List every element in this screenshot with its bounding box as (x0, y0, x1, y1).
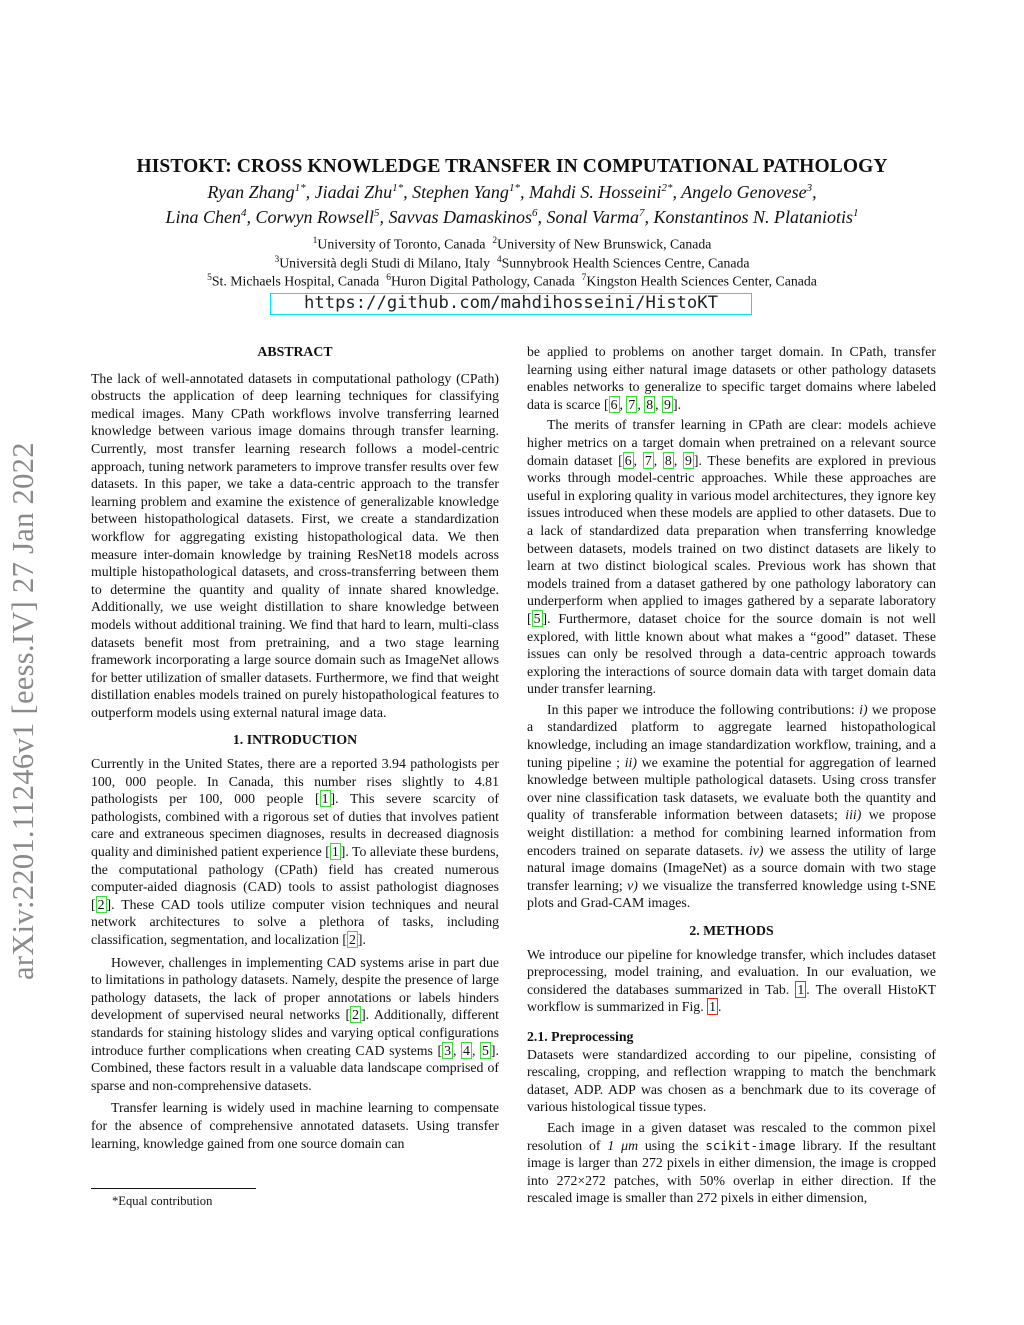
citation-link[interactable]: 9 (684, 452, 692, 468)
affiliation-line-2 (0, 255, 1024, 272)
author-name: Savvas Damaskinos (388, 207, 532, 227)
author-line-2: Lina Chen$^4$, Corwyn Rowsell$^5$, Savvas Damaskinos$^6$, Sonal Varma$^7$, Konstantinos N. Plataniotis$^1$ (165, 207, 859, 227)
author-mark: 4 (240, 207, 247, 219)
footnote-divider (91, 1188, 256, 1189)
citation-link[interactable]: 5 (533, 610, 541, 626)
author-mark: 1* (392, 182, 404, 194)
citation-link[interactable]: 2 (348, 932, 356, 947)
library-name: scikit-image (705, 1137, 796, 1153)
citation-link[interactable]: 6 (624, 452, 632, 468)
affiliation: University of New Brunswick, Canada (497, 236, 712, 252)
intro-paragraph-3-continued: be applied to problems on another target domain. In CPath, transfer learning using either natural image datasets or other pathology datasets enables networks to generalize to specific target domains where labeled data is scarce [ 6 , 7 , 8 , 9 ]. (527, 344, 936, 412)
author-mark: 1 (853, 207, 859, 219)
author-mark: 6 (531, 207, 538, 219)
citation-link[interactable]: 7 (628, 396, 636, 412)
author-name: Stephen Yang (412, 182, 509, 202)
affiliation: Kingston Health Sciences Center, Canada (586, 273, 817, 289)
footnote: *Equal contribution (112, 1194, 213, 1208)
figure-reference-link[interactable]: 1 (709, 999, 717, 1015)
affiliation-mark: 5 (207, 273, 212, 283)
affiliation: Sunnybrook Health Sciences Centre, Canada (501, 255, 750, 271)
citation-link[interactable]: 1 (331, 844, 339, 860)
author-mark: 2* (661, 182, 673, 194)
author-name: Jiadai Zhu (314, 182, 393, 202)
affiliation-line-3 (0, 273, 1024, 290)
intro-paragraph-4: The merits of transfer learning in CPath are clear: models achieve higher metrics on a target domain when pretrained on a relevant source domain dataset [ 6 , 7 , 8 , 9 ]. These benefits are explored in previous works through model-centric approaches. While these approaches are useful in exploring quality in various model architectures, they ignore key issues introduced when these models are applied to other datasets. Due to a lack of standardized data preparation when transferring knowledge between datasets, models trained on two distinct datasets are likely to learn at two distinct biological scales. Previous work has shown that models trained from a dataset gathered by one pathology laboratory can underperform when applied to images gathered by a separate laboratory [ 5 ]. Furthermore, dataset choice for the source domain is not well explored, with little known about what makes a “good” dataset. These issues can only be resolved through a data-centric approach towards exploring the interactions of source domain data with target domain data under transfer learning. (527, 417, 936, 697)
author-line-1: Ryan Zhang$^{1*}$, Jiadai Zhu$^{1*}$, Stephen Yang$^{1*}$, Mahdi S. Hosseini$^{2*}$, Angelo Genovese$^3$, (207, 182, 817, 202)
author-mark: 7 (639, 207, 645, 219)
paper-title: HISTOKT: CROSS KNOWLEDGE TRANSFER IN COMPUTATIONAL PATHOLOGY (136, 156, 888, 177)
citation-link[interactable]: 9 (664, 396, 671, 412)
author-name: Mahdi S. Hosseini (528, 182, 662, 202)
right-column (527, 343, 936, 1207)
affiliation: Huron Digital Pathology, Canada (390, 273, 575, 289)
affiliation-mark: 7 (581, 273, 587, 283)
intro-paragraph-2: However, challenges in implementing CAD systems arise in part due to limitations in pathology datasets. Namely, despite the presence of large pathology datasets, the lack of proper annotations or labels hinders development of supervised neural networks [ 2 ]. Additionally, different standards for staining histology slides and varying optical configurations introduce further complications when creating CAD systems [ 3 , 4 , 5 ]. Combined, these factors result in a valuable data landscape comprised of sparse and non-comprehensive datasets. (91, 954, 499, 1093)
author-mark: 5 (374, 207, 380, 219)
affiliation-mark: 6 (386, 273, 391, 283)
author-mark: 1* (294, 182, 306, 194)
abstract-heading: ABSTRACT (257, 344, 333, 359)
arxiv-identifier-stamp: arXiv:2201.11246v1 [eess.IV] 27 Jan 2022 (6, 442, 40, 980)
author-name: Angelo Genovese (681, 182, 807, 202)
abstract-text: The lack of well-annotated datasets in computational pathology (CPath) obstructs the application of deep learning techniques for classifying medical images. Many CPath workflows involve transferring learned knowledge between various image domains through transfer learning. Currently, most transfer learning research follows a model-centric approach, tuning network parameters to improve transfer results over few datasets. In this paper, we take a data-centric approach to the transfer learning problem and examine the existence of generalizable knowledge between histopathological datasets. First, we create a standardization workflow for aggregating existing histopathological data. We then measure inter-domain knowledge by training ResNet18 models across multiple histopathological datasets, and cross-transferring between them to determine the quantity and quality of innate shared knowledge. Additionally, we use weight distillation to share knowledge between models without additional training. We find that hard to learn, multi-class datasets benefit most from pretraining, and a two stage learning framework incorporating a large source domain such as ImageNet allows for better utilization of smaller datasets. Furthermore, we find that weight distillation enables models trained on purely histopathological features to outperform models using external natural image data. (91, 370, 499, 720)
citation-link[interactable]: 1 (321, 791, 329, 807)
intro-paragraph-3: Transfer learning is widely used in machine learning to compensate for the absence of comprehensive annotated datasets. Using transfer learning, knowledge gained from one source domain can (91, 1100, 499, 1151)
citation-link[interactable]: 3 (444, 1042, 451, 1058)
citation-link[interactable]: 8 (646, 396, 654, 412)
affiliation-mark: 1 (312, 236, 318, 246)
intro-paragraph-1: Currently in the United States, there are a reported 3.94 pathologists per 100, 000 people. In Canada, this number rises slightly to 4.81 pathologists per 100, 000 people [ 1 ]. This severe scarcity of pathologists, combined with a rigorous set of duties that involves patient care and extraneous specimen diagnoses, results in decreased diagnosis quality and diminished patient experience [ 1 ]. To alleviate these burdens, the computational pathology (CPath) field has created numerous computer-aided diagnosis (CAD) tools to assist pathologist diagnoses [ 2 ]. These CAD tools utilize computer vision techniques and neural network architectures to solve a plethora of tasks, including classification, segmentation, and localization [ 2 ]. (91, 756, 500, 947)
left-column (91, 343, 499, 1152)
intro-paragraph-5: In this paper we introduce the following contributions: i) we propose a standardized platform to aggregate learned histopathological knowledge, including an image standardization workflow, training, and a tuning pipeline ; ii) we examine the potential for aggregation of learned knowledge between multiple pathological datasets. Using cross transfer over nine classification task datasets, we evaluate both the quantity and quality of transferable information between datasets; iii) we propose weight distillation: a method for combining learned information from encoders trained on separate datasets. iv) we assess the utility of large natural image domains (ImageNet) as a source domain with two stage transfer learning; v) we visualize the transferred knowledge using t-SNE plots and Grad-CAM images. (527, 701, 936, 911)
introduction-heading: 1. INTRODUCTION (232, 732, 358, 748)
citation-link[interactable]: 2 (97, 896, 105, 912)
author-name: Sonal Varma (546, 207, 639, 227)
author-name: Ryan Zhang (207, 182, 295, 202)
affiliation: Università degli Studi di Milano, Italy (279, 255, 490, 271)
citation-link[interactable]: 6 (610, 396, 618, 412)
table-reference-link[interactable]: 1 (797, 981, 805, 997)
methods-paragraph-2: Datasets were standardized according to our pipeline, consisting of rescaling, cropping, and reflection wrapping to match the benchmark dataset, ADP. ADP was chosen as a benchmark due to its coverage of various histological tissue types. (527, 1046, 936, 1115)
citation-link[interactable]: 7 (644, 452, 652, 468)
affiliation: St. Michaels Hospital, Canada (211, 273, 380, 289)
affiliation-mark: 2 (492, 236, 498, 246)
author-mark: 3 (806, 182, 813, 194)
methods-heading: 2. METHODS (689, 923, 774, 938)
author-name: Lina Chen (165, 207, 241, 227)
author-mark: 1* (508, 182, 520, 194)
affiliation: University of Toronto, Canada (317, 236, 486, 252)
affiliation-line-1 (0, 236, 1024, 253)
affiliation-mark: 4 (496, 255, 502, 265)
citation-link[interactable]: 5 (482, 1042, 489, 1058)
author-name: Corwyn Rowsell (255, 207, 374, 227)
methods-paragraph-1: We introduce our pipeline for knowledge transfer, which includes dataset preprocessing, model training, and evaluation. In our evaluation, we considered the databases summarized in Tab. 1 . The overall HistoKT workflow is summarized in Fig. 1 . (527, 946, 936, 1015)
citation-link[interactable]: 2 (352, 1007, 360, 1023)
preprocessing-heading: 2.1. Preprocessing (527, 1028, 634, 1044)
repository-link[interactable]: https://github.com/mahdihosseini/HistoKT (270, 293, 752, 315)
citation-link[interactable]: 8 (664, 452, 672, 468)
affiliation-mark: 3 (274, 255, 280, 265)
citation-link[interactable]: 4 (463, 1042, 470, 1058)
author-name: Konstantinos N. Plataniotis (653, 207, 854, 227)
methods-paragraph-3: Each image in a given dataset was rescaled to the common pixel resolution of 1 μm using the scikit-image library. If the resultant image is larger than 272 pixels in either dimension, the image is cropped into 272×272 patches, with 50% overlap in either direction. If the rescaled image is smaller than 272 pixels in either dimension, (527, 1119, 936, 1206)
